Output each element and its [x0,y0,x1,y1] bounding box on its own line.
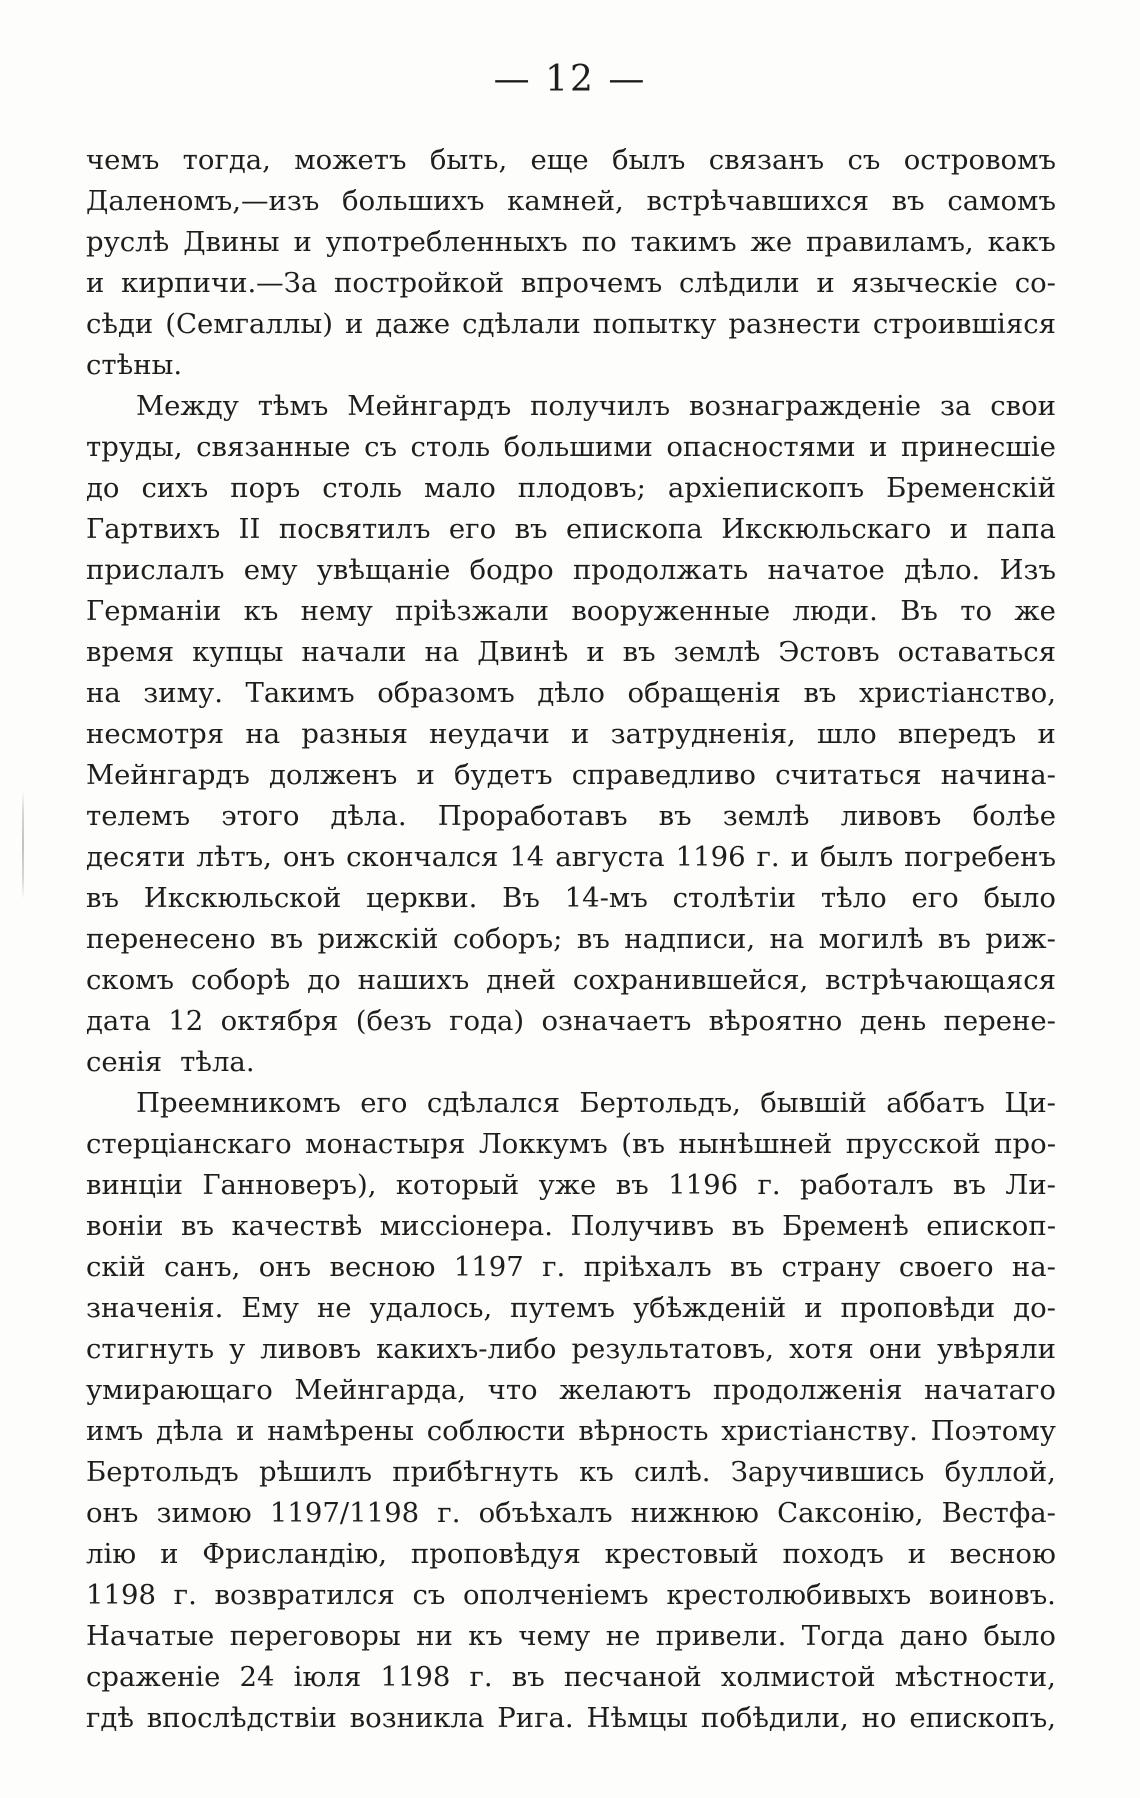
text-line: сенія тѣла. [86,1046,255,1078]
text-line: скомъ соборѣ до нашихъ дней сохранившейся, встрѣчающаяся [86,964,1056,996]
text-line: онъ зимою 1197/1198 г. объѣхалъ нижнюю Саксонію, Вестфа- [86,1497,1056,1529]
text-line: стѣны. [86,349,183,381]
page-number: — 12 — [493,59,647,100]
text-line: гдѣ впослѣдствіи возникла Рига. Нѣмцы побѣдили, но епископъ, [86,1702,1056,1734]
text-line: чемъ тогда, можетъ быть, еще былъ связанъ съ островомъ [86,144,1056,176]
text-line: стигнуть у ливовъ какихъ-либо результатовъ, хотя они увѣряли [86,1333,1056,1365]
text-line: прислалъ ему увѣщаніе бодро продолжать начатое дѣло. Изъ [86,554,1056,586]
body-text [86,140,1056,1739]
text-line: дата 12 октября (безъ года) означаетъ вѣроятно день перене- [86,1005,1056,1037]
text-line: руслѣ Двины и употребленныхъ по такимъ же правиламъ, какъ [86,226,1056,258]
text-line: Даленомъ,—изъ большихъ камней, встрѣчавшихся въ самомъ [86,185,1056,217]
paragraph [86,386,1056,1083]
paragraph [86,1083,1056,1739]
text-line: сраженіе 24 іюля 1198 г. въ песчаной холмистой мѣстности, [86,1661,1056,1693]
text-line: Преемникомъ его сдѣлался Бертольдъ, бывшій аббатъ Ци- [136,1087,1056,1119]
text-line: на зиму. Такимъ образомъ дѣло обращенія въ христіанство, [86,677,1056,709]
text-line: несмотря на разныя неудачи и затрудненія, шло впередъ и [86,718,1056,750]
text-line: труды, связанные съ столь большими опасностями и принесшіе [86,431,1056,463]
text-line: лію и Фрисландію, проповѣдуя крестовый походъ и весною [86,1538,1056,1570]
text-line: Мейнгардъ долженъ и будетъ справедливо считаться начина- [86,759,1056,791]
text-line: значенія. Ему не удалось, путемъ убѣжденій и проповѣди до- [86,1292,1056,1324]
text-line: воніи въ качествѣ миссіонера. Получивъ въ Бременѣ епископ- [86,1210,1056,1242]
text-line: умирающаго Мейнгарда, что желаютъ продолженія начатаго [86,1374,1056,1406]
text-line: 1198 г. возвратился съ ополченіемъ крестолюбивыхъ воиновъ. [86,1579,1056,1611]
text-line: телемъ этого дѣла. Проработавъ въ землѣ ливовъ болѣе [86,800,1056,832]
text-line: Германіи къ нему пріѣзжали вооруженные люди. Въ то же [86,595,1056,627]
text-line: и кирпичи.—За постройкой впрочемъ слѣдили и языческіе со- [86,267,1056,299]
text-line: винціи Ганноверъ), который уже въ 1196 г. работалъ въ Ли- [86,1169,1056,1201]
text-line: сѣди (Семгаллы) и даже сдѣлали попытку разнести строившіяся [86,308,1056,340]
text-line: перенесено въ рижскій соборъ; въ надписи, на могилѣ въ риж- [86,923,1056,955]
text-line: стерціанскаго монастыря Локкумъ (въ нынѣшней прусской про- [86,1128,1056,1160]
text-line: скій санъ, онъ весною 1197 г. пріѣхалъ въ страну своего на- [86,1251,1056,1283]
text-line: Бертольдъ рѣшилъ прибѣгнуть къ силѣ. Заручившись буллой, [86,1456,1056,1488]
margin-pencil-mark [22,790,24,900]
text-line: Начатые переговоры ни къ чему не привели. Тогда дано было [86,1620,1056,1652]
text-line: Между тѣмъ Мейнгардъ получилъ вознагражденіе за свои [136,390,1056,422]
text-line: до сихъ поръ столь мало плодовъ; архіепископъ Бременскій [86,472,1056,504]
text-line: десяти лѣтъ, онъ скончался 14 августа 1196 г. и былъ погребенъ [86,841,1056,873]
text-line: Гартвихъ II посвятилъ его въ епископа Икскюльскаго и папа [86,513,1056,545]
paragraph [86,140,1056,386]
text-line: имъ дѣла и намѣрены соблюсти вѣрность христіанству. Поэтому [86,1415,1056,1447]
text-line: въ Икскюльской церкви. Въ 14-мъ столѣтіи тѣло его было [86,882,1056,914]
text-line: время купцы начали на Двинѣ и въ землѣ Эстовъ оставаться [86,636,1056,668]
